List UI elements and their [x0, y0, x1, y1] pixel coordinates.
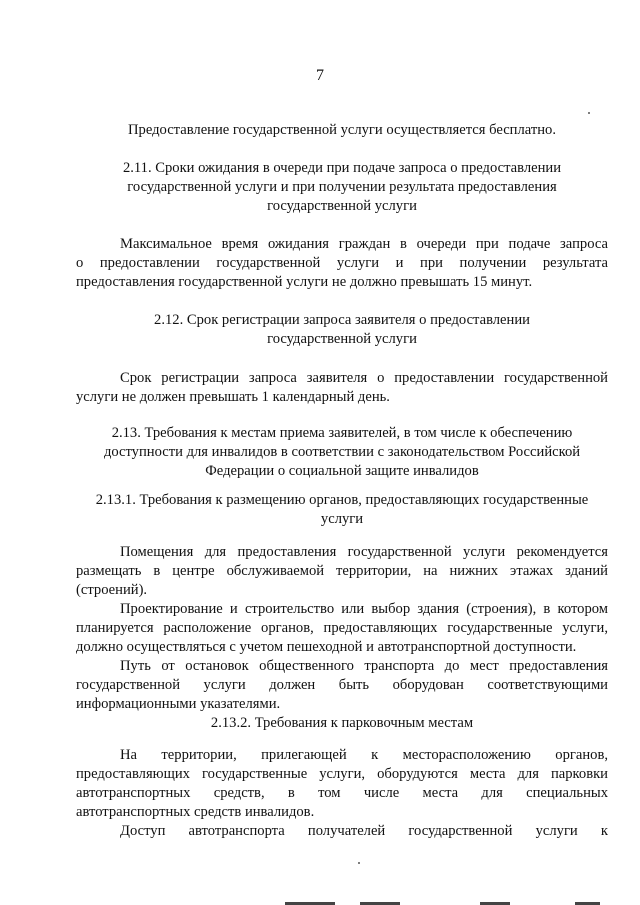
paragraph-line: Срок регистрации запроса заявителя о предоставлении государственной — [120, 370, 608, 386]
paragraph-line: Путь от остановок общественного транспорта до мест предоставления — [120, 658, 608, 674]
paragraph-line: размещать в центре обслуживаемой территории, на нижних этажах зданий — [76, 563, 608, 579]
section-2-12-heading — [76, 311, 608, 349]
paragraph-line: Помещения для предоставления государственной услуги рекомендуется — [120, 544, 608, 560]
section-2-13-heading — [76, 424, 608, 481]
paragraph-line: автотранспортных средств инвалидов. — [76, 804, 315, 820]
scan-speck — [588, 112, 590, 114]
heading-line: 2.13.1. Требования к размещению органов, предоставляющих государственные — [95, 492, 589, 508]
heading-line: государственной услуги и при получении результата предоставления — [127, 179, 557, 195]
section-2-13-1-text — [76, 543, 608, 714]
heading-line: Федерации о социальной защите инвалидов — [205, 463, 479, 479]
paragraph-line: (строений). — [76, 582, 148, 598]
heading-line: доступности для инвалидов в соответствии с законодательством Российской — [103, 444, 581, 460]
heading-line: 2.13. Требования к местам приема заявителей, в том числе к обеспечению — [111, 425, 573, 441]
section-2-13-1-heading — [76, 491, 608, 529]
heading-line: 2.11. Сроки ожидания в очереди при подаче запроса о предоставлении — [122, 160, 562, 176]
scan-speck — [358, 862, 360, 864]
paragraph-line: предоставляющих государственные услуги, оборудуются места для парковки — [76, 766, 608, 782]
heading-line: услуги — [320, 511, 364, 527]
section-2-11-text — [76, 235, 608, 292]
paragraph-line: о предоставлении государственной услуги и при получении результата — [76, 255, 608, 271]
section-2-11-heading — [76, 159, 608, 216]
paragraph-line: Проектирование и строительство или выбор здания (строения), в котором — [120, 601, 608, 617]
paragraph-line: должно осуществляться с учетом пешеходной и автотранспортной доступности. — [76, 639, 577, 655]
section-2-13-2-text — [76, 746, 608, 841]
heading-line: 2.12. Срок регистрации запроса заявителя о предоставлении — [154, 312, 530, 328]
paragraph-line: государственной услуги должен быть оборудован соответствующими — [76, 677, 608, 693]
heading-line: 2.13.2. Требования к парковочным местам — [210, 715, 474, 731]
paragraph-line: Доступ автотранспорта получателей государственной услуги к — [120, 823, 608, 839]
paragraph-line: На территории, прилегающей к месторасположению органов, — [120, 747, 608, 763]
paragraph-line: предоставления государственной услуги не должно превышать 15 минут. — [76, 274, 533, 290]
paragraph-line: Максимальное время ожидания граждан в очереди при подаче запроса — [120, 236, 608, 252]
paragraph-line: планируется расположение органов, предоставляющих государственные услуги, — [76, 620, 608, 636]
section-2-12-text — [76, 369, 608, 407]
section-2-13-2-heading — [76, 714, 608, 733]
page-number: 7 — [316, 67, 324, 84]
paragraph-line: услуги не должен превышать 1 календарный день. — [76, 389, 390, 405]
free-service-note — [76, 121, 608, 140]
paragraph-line: информационными указателями. — [76, 696, 281, 712]
paragraph-line: автотранспортных средств, в том числе места для специальных — [76, 785, 608, 801]
heading-line: государственной услуги — [267, 198, 417, 214]
heading-line: государственной услуги — [267, 331, 417, 347]
paragraph-line: Предоставление государственной услуги осуществляется бесплатно. — [128, 122, 556, 138]
